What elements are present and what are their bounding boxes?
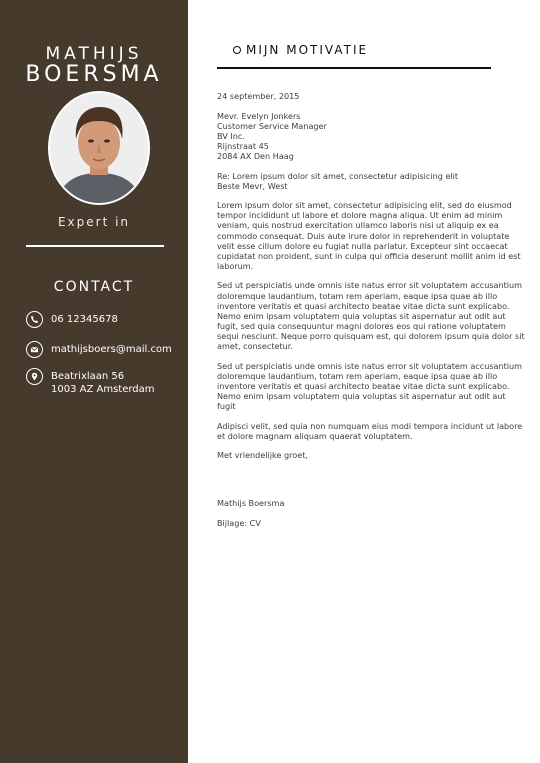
address-city: 1003 AZ Amsterdam	[51, 384, 155, 395]
section-heading	[233, 43, 368, 57]
section-heading-text: MIJN MOTIVATIE	[246, 43, 369, 57]
letter-subject: Re: Lorem ipsum dolor sit amet, consectetur adipisicing elit	[217, 170, 459, 181]
contact-title: CONTACT	[53, 279, 135, 295]
sidebar-divider	[26, 245, 164, 247]
tagline: Expert in	[57, 215, 131, 229]
letter-section	[188, 0, 540, 763]
sidebar	[0, 0, 188, 763]
letter-signature: Mathijs Boersma	[217, 498, 285, 509]
first-name: MATHIJS	[45, 44, 143, 64]
letter-paragraph: Sed ut perspiciatis unde omnis iste natus error sit voluptatem accusantium doloremque laudantium, totam rem aperiam, eaque ipsa quae ab illo inventore veritatis et quasi architecto beatae vitae dicta sunt explicabo. Nemo enim ipsam voluptatem quia voluptas sit aspernatur aut odit aut fugit, sed quia consequuntur magni dolores eos qui ratione voluptatem sequi nesciunt. Neque porro quisquam est, qui dolorem ipsum quia dolor sit amet, consectetur.	[217, 280, 525, 351]
letter-closing: Met vriendelijke groet,	[217, 450, 308, 461]
address-street: Beatrixlaan 56	[51, 371, 125, 382]
recipient-name: Mevr. Evelyn Jonkers	[217, 110, 301, 121]
recipient-title: Customer Service Manager	[217, 120, 327, 131]
contact-address	[26, 368, 155, 396]
recipient-company: BV Inc.	[217, 130, 245, 141]
letter-date: 24 september, 2015	[217, 91, 300, 101]
mail-icon	[26, 341, 43, 358]
contact-phone	[26, 311, 118, 328]
letter-paragraph: Adipisci velit, sed quia non numquam eius modi tempora incidunt ut labore et dolore magnam aliquam quaerat voluptatem.	[217, 420, 523, 441]
heading-bullet-icon	[233, 46, 241, 54]
phone-icon	[26, 311, 43, 328]
recipient-city: 2084 AX Den Haag	[217, 150, 294, 161]
contact-email	[26, 341, 172, 358]
location-pin-icon	[26, 368, 43, 385]
letter-paragraph: Lorem ipsum dolor sit amet, consectetur adipisicing elit, sed do eiusmod tempor incididunt ut labore et dolore magna aliqua. Ut enim ad minim veniam, quis nostrud exercitation ullamco laboris nisi ut aliquip ex ea commodo consequat. Duis aute irure dolor in reprehenderit in voluptate velit esse cillum dolore eu fugiat nulla pariatur. Excepteur sint occaecat cupidatat non proident, sunt in culpa qui officia deserunt mollit anim id est laborum.	[217, 200, 521, 271]
recipient-street: Rijnstraat 45	[217, 140, 269, 151]
email-address[interactable]: mathijsboers@mail.com	[51, 344, 172, 355]
phone-number: 06 12345678	[51, 314, 118, 325]
last-name: BOERSMA	[25, 62, 163, 87]
letter-attachment: Bijlage: CV	[217, 517, 261, 528]
heading-rule	[217, 67, 491, 69]
letter-salutation: Beste Mevr, West	[217, 180, 288, 191]
profile-photo	[48, 91, 150, 205]
letter-body	[217, 91, 525, 528]
letter-paragraph: Sed ut perspiciatis unde omnis iste natus error sit voluptatem accusantium doloremque laudantium, totam rem aperiam, eaque ipsa quae ab illo inventore veritatis et quasi architecto beatae vitae dicta sunt explicabo. Nemo enim ipsam voluptatem quia voluptas sit aspernatur aut odit aut fugit	[217, 360, 523, 411]
